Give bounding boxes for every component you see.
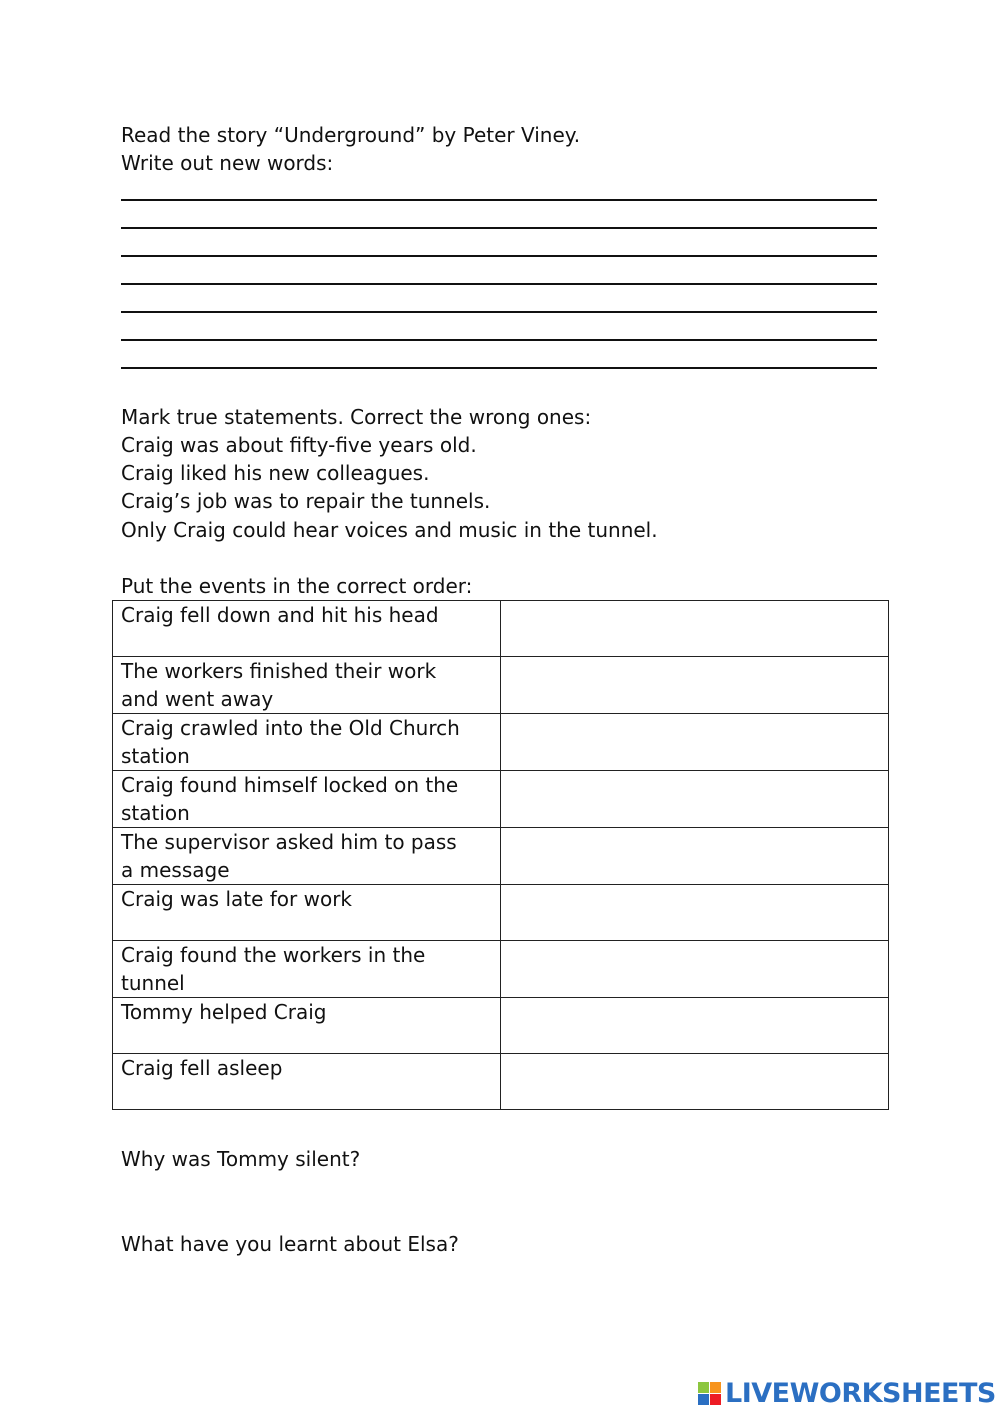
- table-row: [113, 998, 889, 1054]
- event-text: Craig found the workers in the tunnel: [113, 941, 501, 998]
- question-elsa: What have you learnt about Elsa?: [121, 1232, 459, 1256]
- true-false-prompt: Mark true statements. Correct the wrong ones:: [121, 405, 592, 429]
- table-row: [113, 601, 889, 657]
- table-row: [113, 1054, 889, 1110]
- event-text: Craig found himself locked on the station: [113, 771, 501, 828]
- statement-2: Craig liked his new colleagues.: [121, 461, 430, 485]
- event-text: Craig crawled into the Old Church station: [113, 714, 501, 771]
- writing-line[interactable]: [121, 255, 877, 257]
- logo-squares-icon: [698, 1382, 721, 1405]
- order-answer-cell[interactable]: [501, 657, 889, 714]
- writing-line[interactable]: [121, 311, 877, 313]
- event-text: Craig was late for work: [113, 885, 501, 941]
- logo-square: [710, 1394, 721, 1405]
- statement-1: Craig was about fifty-five years old.: [121, 433, 477, 457]
- table-row: [113, 885, 889, 941]
- liveworksheets-logo: [698, 1378, 996, 1409]
- logo-text: LIVEWORKSHEETS: [725, 1378, 996, 1409]
- question-tommy: Why was Tommy silent?: [121, 1147, 361, 1171]
- story-instruction: Read the story “Underground” by Peter Viney.: [121, 123, 581, 147]
- order-answer-cell[interactable]: [501, 998, 889, 1054]
- logo-square: [710, 1382, 721, 1393]
- order-answer-cell[interactable]: [501, 885, 889, 941]
- event-text: Craig fell asleep: [113, 1054, 501, 1110]
- events-table: [112, 600, 889, 1110]
- order-answer-cell[interactable]: [501, 714, 889, 771]
- event-text: The workers finished their work and went away: [113, 657, 501, 714]
- event-text: The supervisor asked him to pass a message: [113, 828, 501, 885]
- table-row: [113, 941, 889, 998]
- new-words-prompt: Write out new words:: [121, 151, 334, 175]
- table-row: [113, 828, 889, 885]
- order-answer-cell[interactable]: [501, 771, 889, 828]
- order-answer-cell[interactable]: [501, 941, 889, 998]
- writing-line[interactable]: [121, 367, 877, 369]
- writing-line[interactable]: [121, 339, 877, 341]
- order-answer-cell[interactable]: [501, 1054, 889, 1110]
- order-answer-cell[interactable]: [501, 828, 889, 885]
- event-text: Craig fell down and hit his head: [113, 601, 501, 657]
- table-row: [113, 714, 889, 771]
- writing-line[interactable]: [121, 199, 877, 201]
- statement-4: Only Craig could hear voices and music in the tunnel.: [121, 518, 658, 542]
- logo-square: [698, 1394, 709, 1405]
- writing-line[interactable]: [121, 283, 877, 285]
- table-row: [113, 771, 889, 828]
- table-row: [113, 657, 889, 714]
- order-answer-cell[interactable]: [501, 601, 889, 657]
- logo-square: [698, 1382, 709, 1393]
- writing-line[interactable]: [121, 227, 877, 229]
- ordering-prompt: Put the events in the correct order:: [121, 574, 473, 598]
- statement-3: Craig’s job was to repair the tunnels.: [121, 489, 491, 513]
- event-text: Tommy helped Craig: [113, 998, 501, 1054]
